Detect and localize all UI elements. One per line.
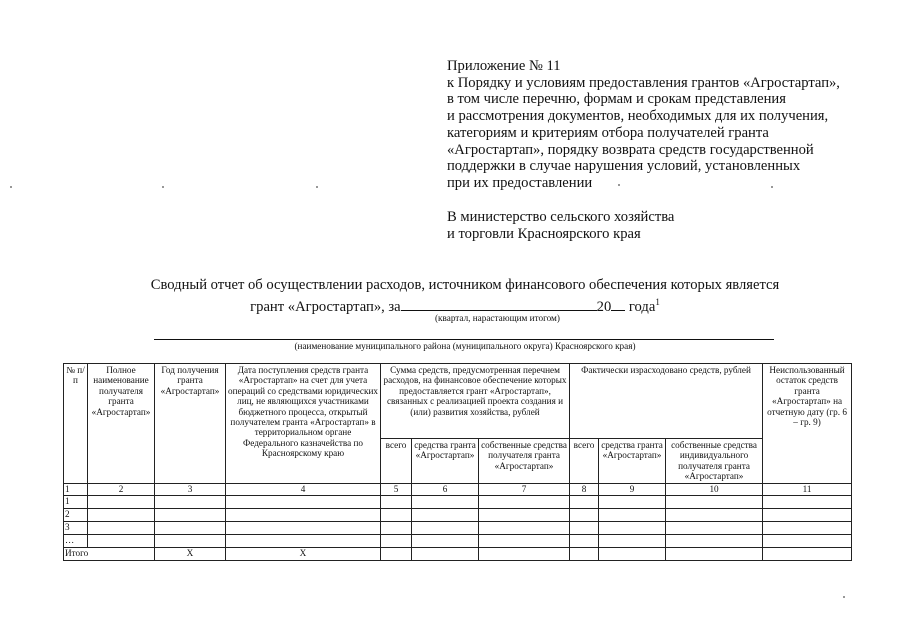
year-prefix: 20 (596, 298, 612, 315)
header-unused: Неиспользованный остаток средств гранта «Агростартап» на отчетную дату (гр. 6 – гр. 9) (763, 364, 852, 484)
column-number: 8 (570, 483, 599, 495)
appendix-line: «Агростартап», порядку возврата средств государственной (447, 141, 814, 158)
column-number-row (64, 483, 852, 495)
subheader-actual-grant: средства гранта «Агростартап» (599, 439, 666, 484)
column-number: 11 (763, 483, 852, 495)
row-number: 1 (64, 495, 88, 508)
report-title (0, 277, 900, 316)
header-date: Дата поступления средств гранта «Агростартап» на счет для учета операций со средствами юридических лиц, не являющихся участниками бюджетного процесса, открытый получателем гранта «Агростартап» в территориальном органе Федерального казначейства по Красноярскому краю (226, 364, 381, 484)
appendix-line: поддержки в случае нарушения условий, установленных (447, 158, 801, 175)
scan-speck (843, 596, 845, 598)
column-number: 7 (479, 483, 570, 495)
header-num: № п/п (64, 364, 88, 484)
recipient-line: В министерство сельского хозяйства (447, 209, 675, 225)
column-number: 5 (381, 483, 412, 495)
column-number: 10 (666, 483, 763, 495)
appendix-line: Приложение № 11 (447, 58, 561, 74)
scan-speck (162, 186, 164, 188)
total-year-mark: Х (155, 547, 226, 560)
header-planned-group: Сумма средств, предусмотренная перечнем расходов, на финансовое обеспечение которых предоставляется грант «Агростартап», связанных с реализацией проекта создания и (или) развития хозяйства, рублей (381, 364, 570, 439)
column-number: 9 (599, 483, 666, 495)
appendix-line: категориям и критериям отбора получателей гранта (447, 124, 769, 141)
header-year: Год получения гранта «Агростартап» (155, 364, 226, 484)
row-number: 2 (64, 508, 88, 521)
table-row (64, 495, 852, 508)
row-number: 3 (64, 521, 88, 534)
report-table (63, 363, 852, 561)
column-number: 4 (226, 483, 381, 495)
column-number: 3 (155, 483, 226, 495)
table-row (64, 534, 852, 547)
subheader-actual-own: собственные средства индивидуального получателя гранта «Агростартап» (666, 439, 763, 484)
title-line-1: Сводный отчет об осуществлении расходов, источником финансового обеспечения которых является (150, 277, 780, 293)
year-suffix: года (628, 298, 656, 315)
appendix-block (447, 58, 840, 192)
title-prefix: грант «Агростартап», за (250, 298, 401, 315)
subheader-planned-own: собственные средства получателя гранта «Агростартап» (479, 439, 570, 484)
subheader-planned-total: всего (381, 439, 412, 484)
appendix-line: при их предоставлении (447, 174, 593, 191)
appendix-line: в том числе перечню, формам и срокам представления (447, 91, 786, 108)
recipient-line: и торговли Красноярского края (447, 225, 641, 242)
total-row (64, 547, 852, 560)
row-number: … (64, 534, 88, 547)
municipality-line (154, 339, 774, 340)
scan-speck (10, 186, 12, 188)
table-row (64, 508, 852, 521)
scan-speck (618, 184, 620, 186)
scan-speck (316, 186, 318, 188)
column-number: 6 (412, 483, 479, 495)
column-number: 1 (64, 483, 88, 495)
period-note: (квартал, нарастающим итогом) (435, 313, 560, 323)
column-number: 2 (88, 483, 155, 495)
subheader-actual-total: всего (570, 439, 599, 484)
total-date-mark: Х (226, 547, 381, 560)
scan-speck (771, 186, 773, 188)
header-row (64, 364, 852, 439)
table-row (64, 521, 852, 534)
header-name: Полное наименование получателя гранта «Агростартап» (88, 364, 155, 484)
recipient-block (447, 209, 674, 242)
total-label: Итого (64, 547, 155, 560)
footnote-mark: 1 (655, 297, 660, 307)
period-blank (401, 297, 597, 311)
appendix-line: к Порядку и условиям предоставления грантов «Агростартап», (447, 74, 840, 91)
municipality-note: (наименование муниципального района (муниципального округа) Красноярского края) (294, 341, 636, 351)
appendix-line: и рассмотрения документов, необходимых для их получения, (447, 108, 829, 125)
header-actual-group: Фактически израсходовано средств, рублей (570, 364, 763, 439)
subheader-planned-grant: средства гранта «Агростартап» (412, 439, 479, 484)
year-blank (611, 297, 625, 311)
